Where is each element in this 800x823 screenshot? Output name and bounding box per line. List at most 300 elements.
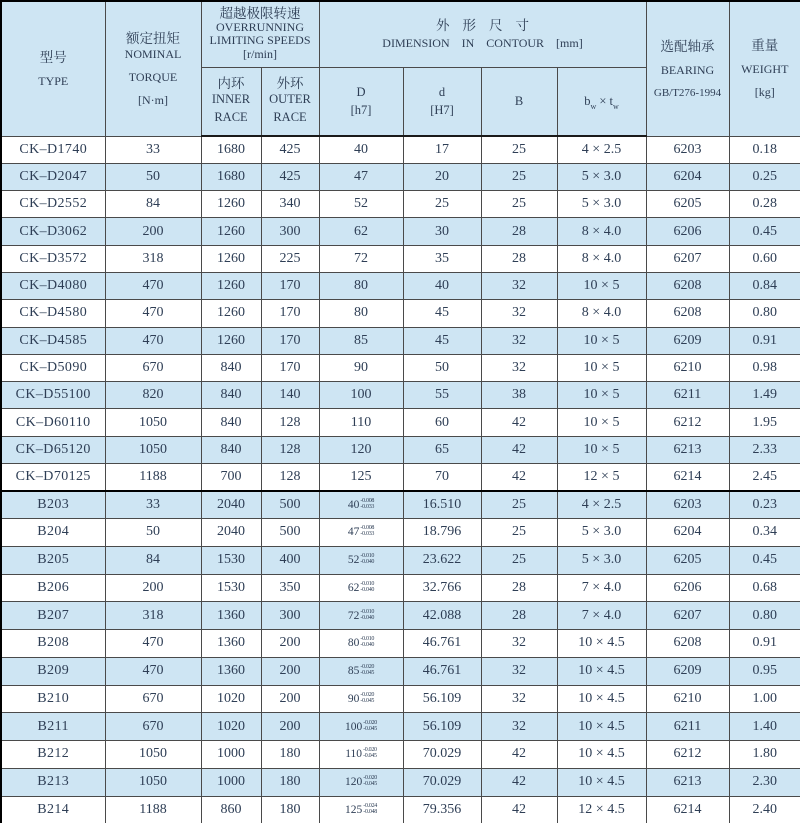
cell-weight: 1.40 bbox=[729, 713, 800, 741]
cell-bxt: 5 × 3.0 bbox=[557, 191, 646, 218]
header-outer-en2: RACE bbox=[273, 110, 307, 124]
header-col-B-symbol: B bbox=[514, 94, 524, 109]
table-row bbox=[1, 136, 800, 163]
header-col-bt bbox=[557, 67, 646, 136]
cell-bxt: 10 × 4.5 bbox=[557, 741, 646, 769]
cell-B: 28 bbox=[481, 245, 557, 272]
cell-d: 42.088 bbox=[403, 602, 481, 630]
table-row bbox=[1, 382, 800, 409]
cell-torque: 1050 bbox=[105, 436, 201, 463]
dimension-value: 120 bbox=[345, 776, 363, 789]
cell-type: B209 bbox=[1, 657, 105, 685]
cell-weight: 2.30 bbox=[729, 768, 800, 796]
cell-type: CK–D2552 bbox=[1, 191, 105, 218]
header-weight bbox=[729, 1, 800, 136]
cell-d: 17 bbox=[403, 136, 481, 163]
cell-D: 85 bbox=[319, 327, 403, 354]
cell-torque: 470 bbox=[105, 300, 201, 327]
cell-d: 30 bbox=[403, 218, 481, 245]
cell-B: 42 bbox=[481, 796, 557, 823]
cell-bearing: 6208 bbox=[646, 630, 729, 658]
cell-bearing: 6209 bbox=[646, 327, 729, 354]
cell-D bbox=[319, 713, 403, 741]
cell-B: 25 bbox=[481, 519, 557, 547]
tolerance-stack: -0.020 -0.045 bbox=[363, 719, 377, 732]
cell-inner-race: 1260 bbox=[201, 191, 261, 218]
cell-inner-race: 2040 bbox=[201, 519, 261, 547]
cell-bxt: 10 × 4.5 bbox=[557, 685, 646, 713]
cell-B: 28 bbox=[481, 602, 557, 630]
cell-inner-race: 1360 bbox=[201, 630, 261, 658]
tolerance-stack: -0.010 -0.040 bbox=[360, 580, 375, 593]
cell-inner-race: 1680 bbox=[201, 136, 261, 163]
cell-bxt: 8 × 4.0 bbox=[557, 300, 646, 327]
cell-d: 60 bbox=[403, 409, 481, 436]
cell-B: 42 bbox=[481, 464, 557, 491]
header-dimension bbox=[319, 1, 646, 67]
header-torque-unit: [N·m] bbox=[138, 92, 168, 107]
cell-bxt: 10 × 4.5 bbox=[557, 768, 646, 796]
cell-bearing: 6203 bbox=[646, 136, 729, 163]
header-speeds-unit: [r/min] bbox=[243, 46, 277, 61]
cell-bearing: 6206 bbox=[646, 218, 729, 245]
cell-d: 25 bbox=[403, 191, 481, 218]
header-col-bt-t: t bbox=[609, 93, 614, 108]
cell-type: B214 bbox=[1, 796, 105, 823]
cell-d: 23.622 bbox=[403, 546, 481, 574]
cell-bxt: 10 × 4.5 bbox=[557, 657, 646, 685]
cell-type: B205 bbox=[1, 546, 105, 574]
header-bearing-zh: 选配轴承 bbox=[660, 38, 715, 54]
cell-B: 25 bbox=[481, 191, 557, 218]
cell-B: 32 bbox=[481, 354, 557, 381]
cell-torque: 318 bbox=[105, 245, 201, 272]
cell-bxt: 10 × 5 bbox=[557, 272, 646, 299]
cell-bxt: 8 × 4.0 bbox=[557, 245, 646, 272]
header-weight-en: WEIGHT bbox=[741, 62, 789, 77]
table-row bbox=[1, 713, 800, 741]
header-dimension-zh: 外形尺寸 bbox=[436, 18, 542, 34]
cell-d: 70 bbox=[403, 464, 481, 491]
cell-D bbox=[319, 602, 403, 630]
cell-inner-race: 1360 bbox=[201, 602, 261, 630]
cell-d: 50 bbox=[403, 354, 481, 381]
cell-torque: 1050 bbox=[105, 768, 201, 796]
cell-bearing: 6210 bbox=[646, 685, 729, 713]
header-col-bt-tsub: w bbox=[613, 101, 619, 111]
cell-weight: 0.45 bbox=[729, 546, 800, 574]
cell-B: 32 bbox=[481, 630, 557, 658]
cell-D: 47 bbox=[319, 163, 403, 190]
cell-B: 28 bbox=[481, 218, 557, 245]
table-row bbox=[1, 218, 800, 245]
header-speeds-zh: 超越极限转速 bbox=[219, 6, 301, 22]
cell-torque: 50 bbox=[105, 519, 201, 547]
cell-B: 42 bbox=[481, 436, 557, 463]
cell-weight: 0.60 bbox=[729, 245, 800, 272]
cell-D: 110 bbox=[319, 409, 403, 436]
cell-D bbox=[319, 796, 403, 823]
cell-bearing: 6212 bbox=[646, 409, 729, 436]
table-row bbox=[1, 300, 800, 327]
cell-torque: 670 bbox=[105, 685, 201, 713]
header-col-D-symbol: D bbox=[356, 85, 366, 100]
cell-B: 42 bbox=[481, 741, 557, 769]
table-row bbox=[1, 574, 800, 602]
cell-outer-race: 500 bbox=[261, 491, 319, 519]
cell-bxt: 4 × 2.5 bbox=[557, 136, 646, 163]
cell-torque: 670 bbox=[105, 354, 201, 381]
cell-inner-race: 860 bbox=[201, 796, 261, 823]
cell-inner-race: 1260 bbox=[201, 300, 261, 327]
header-speeds-en2: LIMITING SPEEDS bbox=[209, 33, 311, 48]
cell-D: 120 bbox=[319, 436, 403, 463]
cell-outer-race: 140 bbox=[261, 382, 319, 409]
cell-inner-race: 840 bbox=[201, 409, 261, 436]
cell-D bbox=[319, 546, 403, 574]
cell-d: 16.510 bbox=[403, 491, 481, 519]
cell-outer-race: 200 bbox=[261, 630, 319, 658]
cell-d: 45 bbox=[403, 300, 481, 327]
cell-outer-race: 180 bbox=[261, 796, 319, 823]
dimension-value: 85 bbox=[347, 665, 360, 678]
cell-bxt: 10 × 5 bbox=[557, 327, 646, 354]
cell-bxt: 7 × 4.0 bbox=[557, 574, 646, 602]
cell-B: 32 bbox=[481, 657, 557, 685]
cell-weight: 0.23 bbox=[729, 491, 800, 519]
cell-bxt: 12 × 4.5 bbox=[557, 796, 646, 823]
table-row bbox=[1, 768, 800, 796]
cell-torque: 470 bbox=[105, 657, 201, 685]
cell-D: 40 bbox=[319, 136, 403, 163]
dimension-value: 125 bbox=[345, 803, 363, 816]
cell-outer-race: 170 bbox=[261, 300, 319, 327]
header-speeds-en1: OVERRUNNING bbox=[216, 19, 304, 34]
table-row bbox=[1, 685, 800, 713]
cell-bxt: 4 × 2.5 bbox=[557, 491, 646, 519]
cell-bearing: 6214 bbox=[646, 796, 729, 823]
cell-bearing: 6206 bbox=[646, 574, 729, 602]
header-inner-race bbox=[201, 67, 261, 136]
cell-bxt: 7 × 4.0 bbox=[557, 602, 646, 630]
cell-outer-race: 350 bbox=[261, 574, 319, 602]
cell-outer-race: 300 bbox=[261, 218, 319, 245]
table-row bbox=[1, 436, 800, 463]
dimension-value: 40 bbox=[347, 498, 360, 511]
cell-bearing: 6214 bbox=[646, 464, 729, 491]
cell-torque: 84 bbox=[105, 191, 201, 218]
cell-bearing: 6204 bbox=[646, 163, 729, 190]
cell-bxt: 10 × 4.5 bbox=[557, 630, 646, 658]
cell-bearing: 6207 bbox=[646, 602, 729, 630]
cell-outer-race: 170 bbox=[261, 354, 319, 381]
cell-type: B212 bbox=[1, 741, 105, 769]
cell-torque: 33 bbox=[105, 491, 201, 519]
cell-inner-race: 840 bbox=[201, 382, 261, 409]
cell-bearing: 6203 bbox=[646, 491, 729, 519]
cell-D bbox=[319, 519, 403, 547]
cell-weight: 2.40 bbox=[729, 796, 800, 823]
cell-inner-race: 840 bbox=[201, 354, 261, 381]
cell-type: B213 bbox=[1, 768, 105, 796]
table-row bbox=[1, 464, 800, 491]
cell-bxt: 8 × 4.0 bbox=[557, 218, 646, 245]
header-col-d-symbol: d bbox=[438, 85, 446, 100]
cell-type: B210 bbox=[1, 685, 105, 713]
cell-D: 125 bbox=[319, 464, 403, 491]
cell-inner-race: 840 bbox=[201, 436, 261, 463]
cell-B: 32 bbox=[481, 272, 557, 299]
cell-d: 56.109 bbox=[403, 685, 481, 713]
header-bearing bbox=[646, 1, 729, 136]
cell-torque: 470 bbox=[105, 630, 201, 658]
dimension-value: 47 bbox=[347, 526, 360, 539]
header-outer-race bbox=[261, 67, 319, 136]
cell-torque: 1050 bbox=[105, 741, 201, 769]
cell-bearing: 6213 bbox=[646, 768, 729, 796]
dimension-value: 110 bbox=[345, 748, 363, 761]
cell-B: 25 bbox=[481, 163, 557, 190]
cell-bxt: 10 × 5 bbox=[557, 354, 646, 381]
header-weight-unit: [kg] bbox=[754, 85, 775, 100]
tolerance-stack: -0.024 -0.048 bbox=[363, 802, 377, 815]
header-inner-zh: 内环 bbox=[217, 75, 245, 91]
cell-weight: 2.33 bbox=[729, 436, 800, 463]
cell-torque: 670 bbox=[105, 713, 201, 741]
cell-bearing: 6209 bbox=[646, 657, 729, 685]
cell-inner-race: 1530 bbox=[201, 546, 261, 574]
cell-type: B204 bbox=[1, 519, 105, 547]
table-row bbox=[1, 519, 800, 547]
cell-inner-race: 1260 bbox=[201, 218, 261, 245]
cell-inner-race: 700 bbox=[201, 464, 261, 491]
cell-weight: 0.34 bbox=[729, 519, 800, 547]
header-bearing-en: BEARING bbox=[660, 62, 715, 77]
cell-D: 90 bbox=[319, 354, 403, 381]
cell-bxt: 12 × 5 bbox=[557, 464, 646, 491]
cell-d: 55 bbox=[403, 382, 481, 409]
cell-type: CK–D65120 bbox=[1, 436, 105, 463]
cell-weight: 0.91 bbox=[729, 327, 800, 354]
cell-type: B211 bbox=[1, 713, 105, 741]
cell-torque: 84 bbox=[105, 546, 201, 574]
header-torque-en2: TORQUE bbox=[128, 69, 178, 84]
cell-type: B203 bbox=[1, 491, 105, 519]
tolerance-stack: -0.020 -0.045 bbox=[363, 775, 377, 788]
cell-B: 32 bbox=[481, 300, 557, 327]
cell-d: 70.029 bbox=[403, 768, 481, 796]
cell-type: CK–D5090 bbox=[1, 354, 105, 381]
header-bearing-std: GB/T276-1994 bbox=[653, 86, 722, 99]
cell-d: 35 bbox=[403, 245, 481, 272]
table-row bbox=[1, 741, 800, 769]
cell-weight: 0.91 bbox=[729, 630, 800, 658]
cell-outer-race: 200 bbox=[261, 713, 319, 741]
cell-type: CK–D4585 bbox=[1, 327, 105, 354]
cell-d: 18.796 bbox=[403, 519, 481, 547]
header-inner-en1: INNER bbox=[211, 92, 251, 106]
header-row-top bbox=[1, 1, 800, 67]
table-row bbox=[1, 796, 800, 823]
cell-bearing: 6208 bbox=[646, 272, 729, 299]
table-row bbox=[1, 630, 800, 658]
cell-outer-race: 425 bbox=[261, 163, 319, 190]
cell-torque: 820 bbox=[105, 382, 201, 409]
cell-outer-race: 128 bbox=[261, 436, 319, 463]
cell-type: CK–D2047 bbox=[1, 163, 105, 190]
header-type bbox=[1, 1, 105, 136]
table-row bbox=[1, 327, 800, 354]
cell-inner-race: 1020 bbox=[201, 713, 261, 741]
cell-outer-race: 225 bbox=[261, 245, 319, 272]
header-torque-zh: 额定扭矩 bbox=[126, 30, 180, 46]
header-col-B bbox=[481, 67, 557, 136]
header-col-d-tol: [H7] bbox=[430, 103, 454, 118]
cell-d: 70.029 bbox=[403, 741, 481, 769]
cell-inner-race: 1260 bbox=[201, 327, 261, 354]
dimension-value: 80 bbox=[347, 637, 360, 650]
cell-outer-race: 500 bbox=[261, 519, 319, 547]
cell-D bbox=[319, 741, 403, 769]
cell-weight: 1.49 bbox=[729, 382, 800, 409]
cell-outer-race: 128 bbox=[261, 409, 319, 436]
table-row bbox=[1, 191, 800, 218]
cell-torque: 470 bbox=[105, 272, 201, 299]
header-torque bbox=[105, 1, 201, 136]
header-dimension-en: DIMENSION IN CONTOUR [mm] bbox=[382, 36, 583, 51]
header-col-bt-b: b bbox=[584, 93, 591, 108]
cell-bearing: 6213 bbox=[646, 436, 729, 463]
header-col-d bbox=[403, 67, 481, 136]
cell-torque: 1188 bbox=[105, 464, 201, 491]
cell-d: 56.109 bbox=[403, 713, 481, 741]
tolerance-stack: -0.010 -0.040 bbox=[360, 636, 375, 649]
table-row bbox=[1, 163, 800, 190]
cell-type: B207 bbox=[1, 602, 105, 630]
cell-weight: 0.68 bbox=[729, 574, 800, 602]
cell-weight: 0.95 bbox=[729, 657, 800, 685]
cell-B: 25 bbox=[481, 136, 557, 163]
cell-inner-race: 1020 bbox=[201, 685, 261, 713]
cell-B: 28 bbox=[481, 574, 557, 602]
cell-bxt: 5 × 3.0 bbox=[557, 519, 646, 547]
cell-outer-race: 170 bbox=[261, 272, 319, 299]
cell-d: 45 bbox=[403, 327, 481, 354]
cell-D bbox=[319, 685, 403, 713]
cell-weight: 1.95 bbox=[729, 409, 800, 436]
cell-bxt: 10 × 5 bbox=[557, 436, 646, 463]
header-col-D-tol: [h7] bbox=[350, 103, 372, 118]
cell-bearing: 6205 bbox=[646, 546, 729, 574]
header-outer-en1: OUTER bbox=[269, 92, 311, 106]
tolerance-stack: -0.008 -0.033 bbox=[360, 497, 375, 510]
header-type-en: TYPE bbox=[38, 73, 69, 88]
tolerance-stack: -0.010 -0.040 bbox=[360, 553, 375, 566]
cell-torque: 200 bbox=[105, 218, 201, 245]
cell-bxt: 10 × 4.5 bbox=[557, 713, 646, 741]
cell-D: 52 bbox=[319, 191, 403, 218]
cell-torque: 200 bbox=[105, 574, 201, 602]
header-col-bt-times: × bbox=[596, 93, 610, 108]
cell-inner-race: 1260 bbox=[201, 272, 261, 299]
cell-bearing: 6212 bbox=[646, 741, 729, 769]
cell-bearing: 6204 bbox=[646, 519, 729, 547]
cell-bxt: 5 × 3.0 bbox=[557, 163, 646, 190]
cell-inner-race: 1530 bbox=[201, 574, 261, 602]
cell-bearing: 6211 bbox=[646, 382, 729, 409]
cell-B: 32 bbox=[481, 713, 557, 741]
cell-bearing: 6205 bbox=[646, 191, 729, 218]
table-row bbox=[1, 245, 800, 272]
cell-outer-race: 340 bbox=[261, 191, 319, 218]
cell-inner-race: 1000 bbox=[201, 741, 261, 769]
cell-weight: 2.45 bbox=[729, 464, 800, 491]
cell-torque: 1188 bbox=[105, 796, 201, 823]
cell-inner-race: 1260 bbox=[201, 245, 261, 272]
cell-d: 65 bbox=[403, 436, 481, 463]
cell-outer-race: 128 bbox=[261, 464, 319, 491]
cell-outer-race: 180 bbox=[261, 741, 319, 769]
cell-inner-race: 1680 bbox=[201, 163, 261, 190]
cell-inner-race: 2040 bbox=[201, 491, 261, 519]
header-type-zh: 型号 bbox=[39, 49, 67, 65]
cell-B: 32 bbox=[481, 685, 557, 713]
cell-type: CK–D4580 bbox=[1, 300, 105, 327]
cell-outer-race: 300 bbox=[261, 602, 319, 630]
cell-weight: 0.28 bbox=[729, 191, 800, 218]
cell-B: 42 bbox=[481, 768, 557, 796]
cell-D: 72 bbox=[319, 245, 403, 272]
cell-D: 62 bbox=[319, 218, 403, 245]
cell-bearing: 6211 bbox=[646, 713, 729, 741]
cell-weight: 0.98 bbox=[729, 354, 800, 381]
cell-weight: 1.00 bbox=[729, 685, 800, 713]
table-row bbox=[1, 354, 800, 381]
cell-bearing: 6210 bbox=[646, 354, 729, 381]
cell-B: 25 bbox=[481, 546, 557, 574]
header-torque-en1: NOMINAL bbox=[124, 46, 182, 61]
cell-d: 46.761 bbox=[403, 657, 481, 685]
cell-torque: 33 bbox=[105, 136, 201, 163]
cell-D: 100 bbox=[319, 382, 403, 409]
cell-bxt: 5 × 3.0 bbox=[557, 546, 646, 574]
header-col-D bbox=[319, 67, 403, 136]
cell-D: 80 bbox=[319, 300, 403, 327]
cell-B: 25 bbox=[481, 491, 557, 519]
tolerance-stack: -0.020 -0.045 bbox=[360, 664, 375, 677]
cell-D bbox=[319, 630, 403, 658]
cell-type: CK–D3572 bbox=[1, 245, 105, 272]
tolerance-stack: -0.020 -0.045 bbox=[360, 691, 375, 704]
cell-torque: 50 bbox=[105, 163, 201, 190]
cell-d: 46.761 bbox=[403, 630, 481, 658]
cell-outer-race: 400 bbox=[261, 546, 319, 574]
cell-type: CK–D70125 bbox=[1, 464, 105, 491]
cell-outer-race: 200 bbox=[261, 657, 319, 685]
dimension-value: 52 bbox=[347, 554, 360, 567]
cell-type: B208 bbox=[1, 630, 105, 658]
cell-D bbox=[319, 768, 403, 796]
cell-torque: 318 bbox=[105, 602, 201, 630]
dimension-value: 72 bbox=[347, 609, 360, 622]
header-speeds bbox=[201, 1, 319, 67]
cell-type: CK–D3062 bbox=[1, 218, 105, 245]
cell-D: 80 bbox=[319, 272, 403, 299]
cell-B: 38 bbox=[481, 382, 557, 409]
table-row bbox=[1, 409, 800, 436]
cell-bearing: 6208 bbox=[646, 300, 729, 327]
cell-weight: 1.80 bbox=[729, 741, 800, 769]
